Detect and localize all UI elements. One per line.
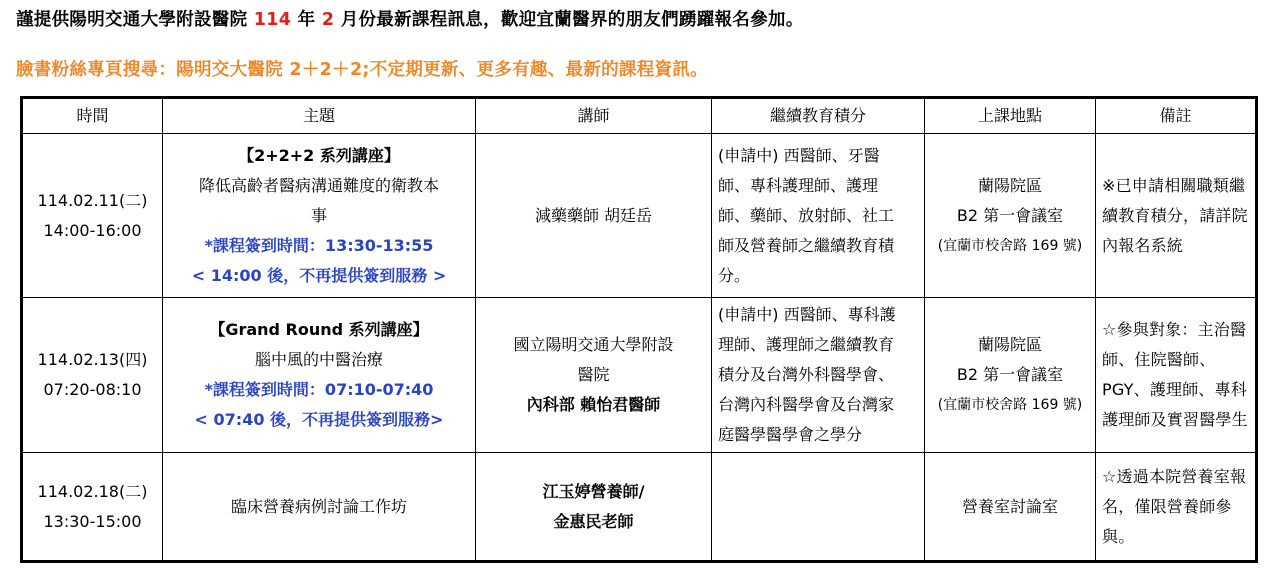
header-location: 上課地點 — [925, 98, 1096, 134]
location-line: 蘭陽院區 — [977, 175, 1042, 195]
credit-line: (申請中) 西醫師、牙醫 — [718, 145, 880, 165]
speaker-name: 江玉婷營養師/ — [542, 481, 645, 501]
speaker-line: 減藥藥師 胡廷岳 — [534, 205, 653, 225]
announcement-text-1: 謹提供陽明交通大學附設醫院 — [16, 10, 254, 30]
credit-line: 積分及台灣外科醫學會、 — [718, 365, 895, 384]
table-header-row — [22, 98, 1257, 134]
checkin-time: *課程簽到時間：13:30-13:55 — [204, 235, 434, 255]
topic-line: 降低高齡者醫病溝通難度的衛教本 — [198, 175, 439, 195]
notes-cell — [1096, 298, 1257, 453]
course-schedule-table — [20, 96, 1258, 563]
credit-line: 庭醫學醫學會之學分 — [718, 425, 863, 444]
speaker-line: 醫院 — [577, 365, 610, 384]
course-time: 14:00-16:00 — [43, 220, 142, 240]
topic-cell — [163, 134, 476, 298]
credits-cell — [712, 453, 925, 562]
facebook-note: 臉書粉絲專頁搜尋：陽明交大醫院 2＋2＋2;不定期更新、更多有趣、最新的課程資訊。 — [16, 60, 708, 80]
note-line: ☆參與對象：主治醫 — [1102, 320, 1247, 339]
time-cell — [22, 453, 163, 562]
checkin-time: *課程簽到時間：07:10-07:40 — [204, 380, 434, 399]
course-date: 114.02.11(二) — [37, 190, 148, 210]
course-time: 13:30-15:00 — [43, 511, 142, 531]
location-cell — [925, 453, 1096, 562]
topic-line: 腦中風的中醫治療 — [254, 350, 383, 369]
credits-cell — [712, 298, 925, 453]
header-time: 時間 — [22, 98, 163, 134]
credit-line: (申請中) 西醫師、專科護 — [718, 305, 896, 324]
announcement-month: 2 — [321, 10, 335, 30]
series-title: 【Grand Round 系列講座】 — [209, 320, 429, 339]
location-cell — [925, 298, 1096, 453]
table-row — [22, 453, 1257, 562]
table-row — [22, 134, 1257, 298]
course-date: 114.02.13(四) — [37, 350, 148, 369]
speaker-name: 內科部 賴怡君醫師 — [526, 395, 661, 414]
topic-line: 事 — [310, 205, 327, 225]
speaker-line: 國立陽明交通大學附設 — [513, 335, 674, 354]
time-cell — [22, 298, 163, 453]
note-line: ※已申請相關職類繼 — [1102, 175, 1246, 195]
checkin-note: < 14:00 後，不再提供簽到服務 > — [191, 265, 447, 285]
credit-line: 師及營養師之繼續教育積 — [718, 235, 895, 255]
note-line: ☆透過本院營養室報 — [1102, 466, 1247, 486]
location-line: 蘭陽院區 — [977, 335, 1042, 354]
announcement-text-2: 年 — [291, 10, 322, 30]
location-line: 營養室討論室 — [961, 496, 1058, 516]
location-address: (宜蘭市校舍路 169 號) — [937, 237, 1083, 254]
topic-line: 臨床營養病例討論工作坊 — [230, 496, 407, 516]
speaker-cell — [476, 134, 712, 298]
speaker-cell — [476, 298, 712, 453]
credit-line: 師、藥師、放射師、社工 — [718, 205, 895, 225]
topic-cell — [163, 298, 476, 453]
note-line: 護理師及實習醫學生 — [1102, 410, 1248, 429]
credits-cell — [712, 134, 925, 298]
header-topic: 主題 — [163, 98, 476, 134]
location-line: B2 第一會議室 — [956, 205, 1064, 225]
series-title: 【2+2+2 系列講座】 — [238, 145, 400, 165]
time-cell — [22, 134, 163, 298]
note-line: PGY、護理師、專科 — [1102, 380, 1248, 399]
location-line: B2 第一會議室 — [956, 365, 1064, 384]
note-line: 續教育積分，請詳院 — [1102, 205, 1248, 225]
notes-cell — [1096, 453, 1257, 562]
course-time: 07:20-08:10 — [43, 380, 142, 399]
header-speaker: 講師 — [476, 98, 712, 134]
course-date: 114.02.18(二) — [37, 481, 148, 501]
note-line: 與。 — [1102, 526, 1135, 546]
announcement-year: 114 — [253, 10, 292, 30]
credit-line: 師、專科護理師、護理 — [718, 175, 879, 195]
announcement-text-3: 月份最新課程訊息，歡迎宜蘭醫界的朋友們踴躍報名參加。 — [334, 10, 804, 30]
note-line: 名，僅限營養師參 — [1102, 496, 1232, 516]
credit-line: 台灣內科醫學會及台灣家 — [718, 395, 895, 414]
speaker-cell — [476, 453, 712, 562]
speaker-name: 金惠民老師 — [553, 511, 634, 531]
checkin-note: < 07:40 後，不再提供簽到服務> — [194, 410, 444, 429]
announcement-line — [16, 6, 804, 31]
header-notes: 備註 — [1096, 98, 1257, 134]
location-cell — [925, 134, 1096, 298]
note-line: 師、住院醫師、 — [1102, 350, 1216, 369]
notes-cell — [1096, 134, 1257, 298]
note-line: 內報名系統 — [1102, 235, 1184, 255]
topic-cell — [163, 453, 476, 562]
location-address: (宜蘭市校舍路 169 號) — [937, 397, 1083, 413]
table-row — [22, 298, 1257, 453]
credit-line: 分。 — [718, 265, 751, 285]
header-credits: 繼續教育積分 — [712, 98, 925, 134]
credit-line: 理師、護理師之繼續教育 — [718, 335, 895, 354]
